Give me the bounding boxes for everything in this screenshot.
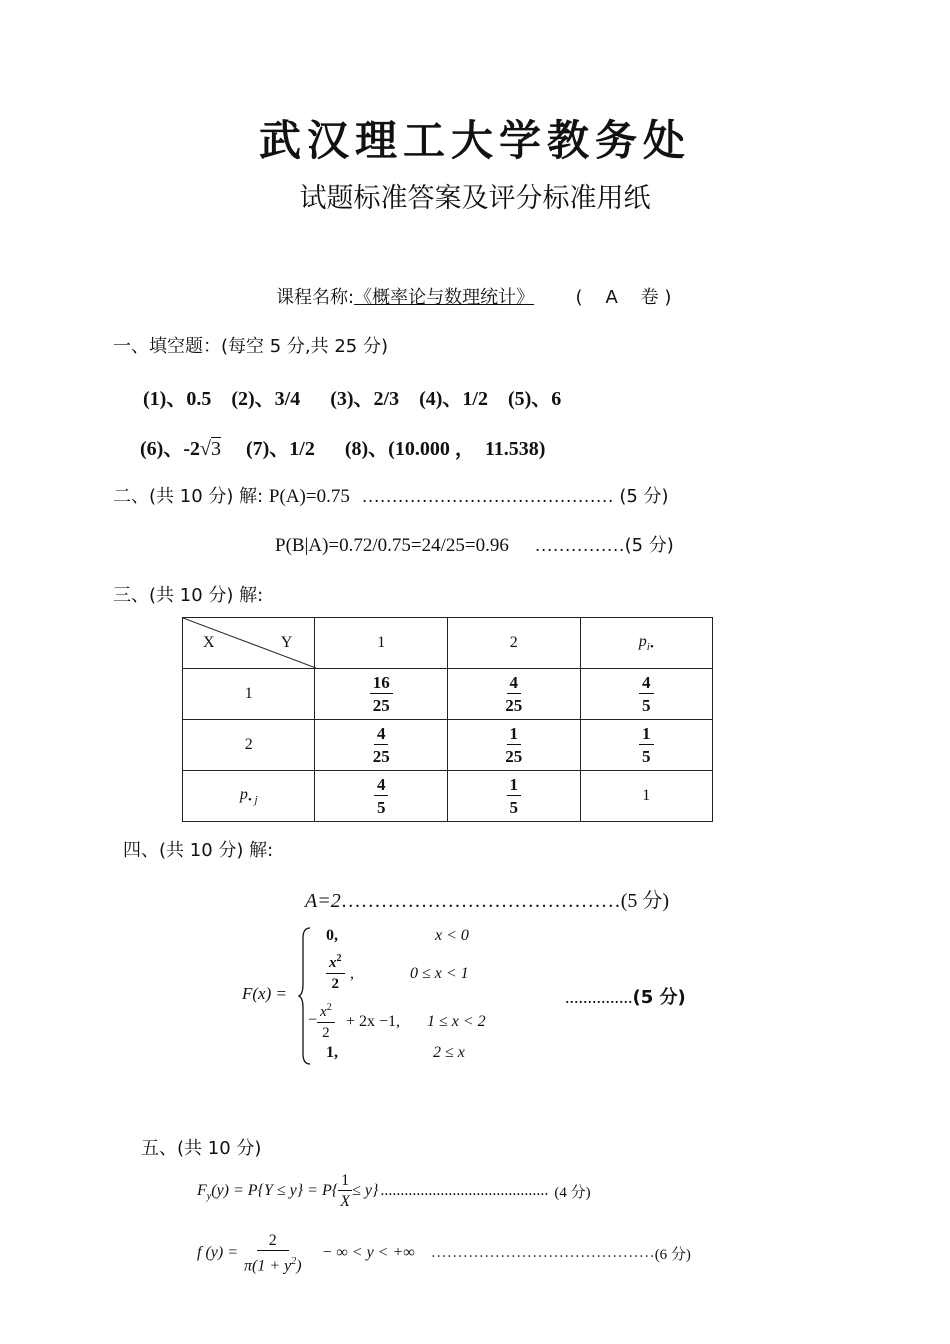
section1-answers-row1: (1)、0.5 (2)、3/4 (3)、2/3 (4)、1/2 (5)、6 (143, 388, 562, 410)
joint-distribution-table (182, 617, 713, 822)
answer-6-prefix: (6)、-2 (140, 438, 200, 460)
leader-dots: …………………………………… (340, 890, 621, 912)
eq2-left: f (y) = (197, 1244, 238, 1262)
piece3-expression: − $\frac{x^2}{2}$ (308, 999, 335, 1042)
piece2-comma: , (350, 965, 354, 982)
paper-version: ( A 卷 ) (575, 287, 672, 308)
score: (4 分) (554, 1184, 591, 1201)
table-row (183, 771, 713, 822)
score: (5 分) (620, 890, 670, 912)
table-col-header: 1 (315, 618, 448, 669)
table-cell: $\frac{1}{5}$ (448, 771, 581, 822)
piece3-tail: + 2x −1, (346, 1013, 401, 1030)
table-row-label: 2 (183, 720, 315, 771)
table-row-marginal: $p_{• j}$ (183, 771, 315, 822)
piece4-condition: 2 ≤ x (433, 1044, 465, 1061)
leader-dots: .......................................... (380, 1182, 549, 1199)
piece1-value: 0, (326, 927, 338, 944)
a-equation: A=2 (305, 890, 341, 912)
corner-x: X (203, 634, 215, 651)
leader-dots: …………… (534, 535, 625, 555)
table-cell: $\frac{4}{25}$ (448, 669, 581, 720)
piece2-condition: 0 ≤ x < 1 (410, 965, 469, 982)
eq2-range: − ∞ < y < +∞ (321, 1244, 415, 1262)
corner-y: Y (280, 634, 293, 651)
section1-answers-row2: (6)、-2√3 (7)、1/2 (8)、(10.000 ， 11.538) (140, 438, 546, 460)
prob-b-given-a: P(B|A)=0.72/0.75=24/25=0.96 (275, 535, 509, 556)
leader-dots: …………………………………… (430, 1244, 655, 1262)
table-cell: $\frac{1}{5}$ (580, 720, 712, 771)
leader-dots: …………………………………… (361, 486, 614, 506)
score: (5 分) (632, 987, 686, 1008)
table-col-header: 2 (448, 618, 581, 669)
prob-a: P(A)=0.75 (268, 486, 350, 507)
course-prefix: 课程名称: (276, 287, 355, 308)
section3-heading: 三、(共 10 分) 解: (113, 585, 264, 606)
course-line (276, 283, 671, 309)
section2-line1 (113, 482, 669, 508)
table-col-marginal: $p_{i•}$ (580, 618, 712, 669)
table-row (183, 720, 713, 771)
eq1-mid: (y) = P{Y ≤ y} = P{ (211, 1182, 339, 1199)
eq1-tail: ≤ y} (352, 1182, 379, 1199)
piece1-condition: x < 0 (435, 927, 469, 944)
eq1-left: F (197, 1182, 207, 1199)
piece4-value: 1, (326, 1044, 338, 1061)
table-row (183, 618, 713, 669)
score: (5 分) (624, 535, 674, 556)
score: (6 分) (654, 1246, 691, 1263)
answers-7-8: (7)、1/2 (8)、(10.000 ， 11.538) (245, 438, 546, 460)
eq1-sub: y (206, 1190, 212, 1202)
section4-heading: 四、(共 10 分) 解: (123, 840, 274, 861)
table-corner-cell (183, 618, 315, 669)
table-cell: 1 (580, 771, 712, 822)
score: (5 分) (619, 486, 669, 507)
table-cell: $\frac{4}{5}$ (580, 669, 712, 720)
a-equation-line (305, 884, 669, 913)
eq2-line: f (y) = $\frac{2}{\pi(1 + y^2)}$ − ∞ < y < +∞ …………………………………… (6 分) (197, 1232, 691, 1275)
f-score-line (565, 983, 686, 1009)
leader-dots: ............... (565, 987, 633, 1007)
table-cell: $\frac{4}{5}$ (315, 771, 448, 822)
page-title: 武汉理工大学教务处 (258, 116, 691, 165)
piece3-condition: 1 ≤ x < 2 (427, 1013, 486, 1030)
table-row (183, 669, 713, 720)
f-label: F(x) = (242, 984, 287, 1003)
left-brace (298, 926, 312, 1066)
table-cell: $\frac{4}{25}$ (315, 720, 448, 771)
eq1-line: F $_y$ (y) = P{Y ≤ y} = P{ $\frac{1}{X}$ ≤ y} .......................................... (4 分) (197, 1172, 591, 1210)
section2-line2 (275, 531, 674, 557)
table-cell: $\frac{1}{25}$ (448, 720, 581, 771)
course-name: 《概率论与数理统计》 (354, 287, 535, 308)
page-subtitle: 试题标准答案及评分标准用纸 (299, 183, 651, 214)
answer-6-radicand: 3 (210, 438, 221, 460)
section5-heading: 五、(共 10 分) (141, 1138, 262, 1159)
section2-heading: 二、(共 10 分) 解: (113, 486, 264, 507)
piece2-fraction: $\frac{x^2}{2}$ (326, 950, 345, 993)
section1-heading: 一、填空题：(每空 5 分,共 25 分) (113, 336, 389, 357)
table-row-label: 1 (183, 669, 315, 720)
table-cell: $\frac{16}{25}$ (315, 669, 448, 720)
